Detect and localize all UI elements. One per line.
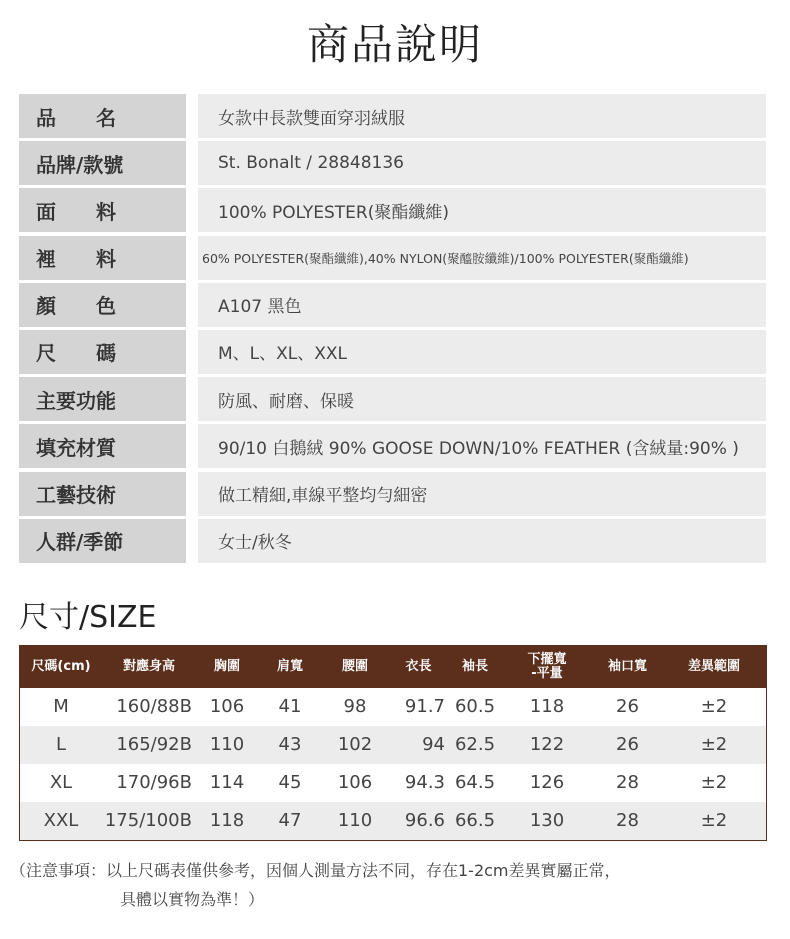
size-table-row: [20, 688, 766, 726]
spec-label: 裡 料: [19, 236, 186, 280]
size-table-row: [20, 726, 766, 764]
size-cell: 45: [278, 772, 302, 793]
size-cell: 118: [209, 810, 245, 831]
size-header-cell: 衣長: [405, 659, 432, 674]
spec-value: 60% POLYESTER(聚酯纖維),40% NYLON(聚醯胺纖維)/100% POLYESTER(聚酯纖維): [198, 236, 766, 280]
size-cell: 26: [616, 696, 639, 717]
size-header-cell: 肩寬: [276, 659, 303, 674]
size-cell: 98: [343, 696, 367, 717]
spec-value: A107 黑色: [198, 283, 766, 327]
size-header-cell: 對應身高: [122, 659, 175, 674]
spec-row-craft: [19, 472, 766, 516]
spec-value: 女款中長款雙面穿羽絨服: [198, 94, 766, 138]
size-cell: ±2: [700, 810, 728, 831]
size-cell: 41: [278, 696, 302, 717]
spec-label: 品 名: [19, 94, 186, 138]
spec-row-color: [19, 283, 766, 327]
size-header-cell: 下擺寬 -平量: [527, 652, 567, 681]
note-line-1: （注意事項：以上尺碼表僅供參考，因個人測量方法不同，存在1-2cm差異實屬正常，: [10, 861, 621, 880]
size-cell: 170/96B: [116, 772, 192, 793]
size-header-cell: 差異範圍: [687, 659, 740, 674]
size-cell: 110: [209, 734, 245, 755]
spec-table: [19, 94, 766, 566]
size-cell: 43: [278, 734, 302, 755]
spec-label: 填充材質: [19, 424, 186, 468]
spec-label: 主要功能: [19, 377, 186, 421]
spec-value: St. Bonalt / 28848136: [198, 141, 766, 185]
size-cell: XL: [49, 772, 73, 793]
size-cell: 64.5: [454, 772, 496, 793]
size-cell: ±2: [700, 734, 728, 755]
page-title: 商品說明: [306, 20, 483, 69]
size-cell: 26: [616, 734, 639, 755]
spec-label: 尺 碼: [19, 330, 186, 374]
size-note: [10, 856, 780, 914]
size-header-cell: 胸圍: [213, 659, 240, 674]
spec-row-function: [19, 377, 766, 421]
spec-label: 工藝技術: [19, 472, 186, 516]
spec-label: 顏 色: [19, 283, 186, 327]
size-cell: ±2: [700, 772, 728, 793]
size-cell: 114: [209, 772, 245, 793]
size-cell: 28: [616, 772, 639, 793]
size-cell: 66.5: [454, 810, 496, 831]
spec-value: 90/10 白鵝絨 90% GOOSE DOWN/10% FEATHER (含絨量:90% ): [198, 424, 766, 468]
spec-row-fabric: [19, 188, 766, 232]
spec-row-lining: [19, 236, 766, 280]
size-cell: 91.7: [404, 696, 445, 717]
size-cell: 175/100B: [104, 810, 192, 831]
spec-row-size: [19, 330, 766, 374]
size-table-header: [20, 646, 766, 688]
size-cell: 160/88B: [116, 696, 192, 717]
size-cell: 130: [529, 810, 565, 831]
size-header-cell: 袖口寬: [607, 659, 647, 674]
size-cell: 47: [278, 810, 302, 831]
size-cell: 94.3: [404, 772, 445, 793]
size-cell: 96.6: [404, 810, 445, 831]
size-header-cell: 尺碼(cm): [31, 659, 91, 674]
size-cell: 94: [422, 734, 445, 755]
spec-value: 防風、耐磨、保暖: [198, 377, 766, 421]
size-cell: 110: [337, 810, 373, 831]
size-table-row: [20, 802, 766, 840]
size-cell: 102: [337, 734, 373, 755]
size-cell: ±2: [700, 696, 728, 717]
spec-row-filling: [19, 424, 766, 468]
size-cell: 106: [209, 696, 245, 717]
size-table-row: [20, 764, 766, 802]
size-cell: 28: [616, 810, 639, 831]
size-cell: 126: [529, 772, 565, 793]
size-header-cell: 袖長: [461, 659, 488, 674]
note-line-2: 具體以實物為準！）: [120, 890, 265, 909]
spec-label: 面 料: [19, 188, 186, 232]
size-cell: XXL: [43, 810, 79, 831]
size-cell: L: [55, 734, 67, 755]
spec-label: 人群/季節: [19, 519, 186, 563]
size-table-body: [20, 688, 766, 840]
spec-label: 品牌/款號: [19, 141, 186, 185]
size-cell: 62.5: [454, 734, 496, 755]
size-cell: 165/92B: [116, 734, 192, 755]
size-cell: 122: [529, 734, 565, 755]
size-cell: 106: [337, 772, 373, 793]
spec-row-season: [19, 519, 766, 563]
size-section-title: 尺寸/SIZE: [19, 600, 157, 635]
spec-row-brand: [19, 141, 766, 185]
size-cell: M: [53, 696, 69, 717]
spec-value: 做工精細,車線平整均勻細密: [198, 472, 766, 516]
size-cell: 118: [529, 696, 565, 717]
size-cell: 60.5: [454, 696, 496, 717]
size-header-cell: 腰圍: [341, 659, 368, 674]
spec-value: 100% POLYESTER(聚酯纖維): [198, 188, 766, 232]
spec-row-name: [19, 94, 766, 138]
spec-value: 女士/秋冬: [198, 519, 766, 563]
spec-value: M、L、XL、XXL: [198, 330, 766, 374]
size-table: [19, 645, 767, 841]
